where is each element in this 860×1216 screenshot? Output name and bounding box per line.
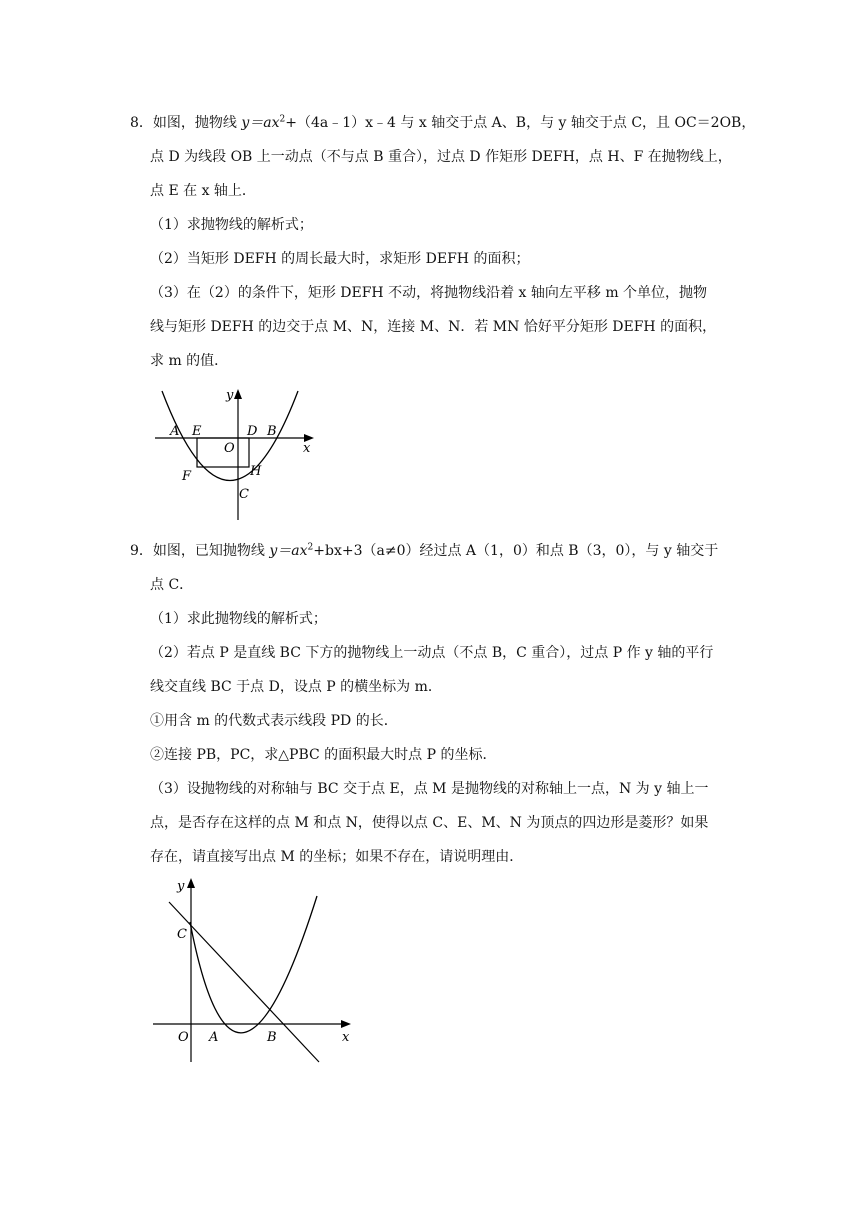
q9-equation-rest: +bx+3（a≠0）	[313, 543, 420, 559]
q9-label-o: O	[178, 1030, 189, 1045]
q8-line-1	[130, 113, 755, 133]
q8-equation-rest: +（4a﹣1）x﹣4	[285, 115, 396, 131]
q8-equation: y＝ax	[241, 115, 280, 131]
q9-intro-b: 经过点 A（1，0）和点 B（3，0），与 y 轴交于	[419, 543, 719, 559]
q8-label-y: y	[226, 388, 234, 403]
q9-equation-exponent: 2	[307, 542, 314, 553]
q9-line-2: 点 C．	[150, 577, 194, 593]
q9-label-c: C	[177, 927, 187, 942]
q8-figure	[150, 385, 330, 525]
q8-part-1: （1）求抛物线的解析式；	[150, 217, 313, 233]
q9-line-1	[130, 541, 718, 561]
q9-part-3-line-1: （3）设抛物线的对称轴与 BC 交于点 E，点 M 是抛物线的对称轴上一点，N 为 y 轴上一	[150, 781, 709, 797]
q9-figure	[145, 872, 370, 1072]
q9-intro-a: 如图，已知抛物线	[152, 543, 270, 559]
q8-intro-a: 如图，抛物线	[152, 115, 242, 131]
q8-equation-exponent: 2	[279, 114, 286, 125]
q9-part-3-line-2: 点，是否存在这样的点 M 和点 N，使得以点 C、E、M、N 为顶点的四边形是菱形？如果	[150, 815, 709, 831]
q9-sub-1: ①用含 m 的代数式表示线段 PD 的长．	[150, 713, 398, 729]
q8-label-c: C	[239, 487, 249, 502]
q9-label-y: y	[177, 879, 185, 894]
q8-label-f: F	[182, 469, 192, 484]
q8-part-3-line-2: 线与矩形 DEFH 的边交于点 M、N，连接 M、N．若 MN 恰好平分矩形 DEFH 的面积，	[150, 319, 717, 335]
q8-part-3-line-1: （3）在（2）的条件下，矩形 DEFH 不动，将抛物线沿着 x 轴向左平移 m 个单位，抛物	[150, 285, 708, 301]
q8-number: 8．	[130, 115, 153, 131]
q9-parabola	[190, 896, 317, 1033]
q8-line-3: 点 E 在 x 轴上．	[150, 183, 256, 199]
q9-part-2-line-1: （2）若点 P 是直线 BC 下方的抛物线上一动点（不点 B，C 重合），过点 P 作 y 轴的平行	[150, 645, 714, 661]
q9-part-1: （1）求此抛物线的解析式；	[150, 611, 327, 627]
q9-x-arrow	[341, 1020, 351, 1028]
q8-label-a: A	[170, 424, 180, 439]
q9-part-3-line-3: 存在，请直接写出点 M 的坐标；如果不存在，请说明理由．	[150, 849, 524, 865]
q8-part-2: （2）当矩形 DEFH 的周长最大时，求矩形 DEFH 的面积；	[150, 251, 530, 267]
q9-sub-2: ②连接 PB，PC，求△PBC 的面积最大时点 P 的坐标．	[150, 747, 497, 763]
q8-label-x: x	[303, 441, 311, 456]
q8-label-h: H	[250, 464, 262, 479]
q9-label-x: x	[342, 1030, 350, 1045]
q9-label-a: A	[209, 1030, 219, 1045]
q8-part-3-line-3: 求 m 的值．	[150, 353, 229, 369]
q9-part-2-line-2: 线交直线 BC 于点 D，设点 P 的横坐标为 m．	[150, 679, 442, 695]
q9-equation: y＝ax	[269, 543, 308, 559]
q8-label-b: B	[267, 424, 277, 439]
q9-number: 9．	[130, 543, 153, 559]
q8-label-o: O	[224, 441, 235, 456]
q8-rectangle-defh	[197, 438, 249, 467]
q8-label-e: E	[192, 424, 202, 439]
q8-label-d: D	[247, 424, 258, 439]
q8-y-arrow	[234, 389, 242, 399]
q8-intro-b: 与 x 轴交于点 A、B，与 y 轴交于点 C，且 OC＝2OB，	[395, 115, 756, 131]
q9-y-arrow	[187, 878, 195, 888]
q8-line-2: 点 D 为线段 OB 上一动点（不与点 B 重合），过点 D 作矩形 DEFH，点 H、F 在抛物线上，	[150, 149, 732, 165]
q9-label-b: B	[267, 1030, 277, 1045]
